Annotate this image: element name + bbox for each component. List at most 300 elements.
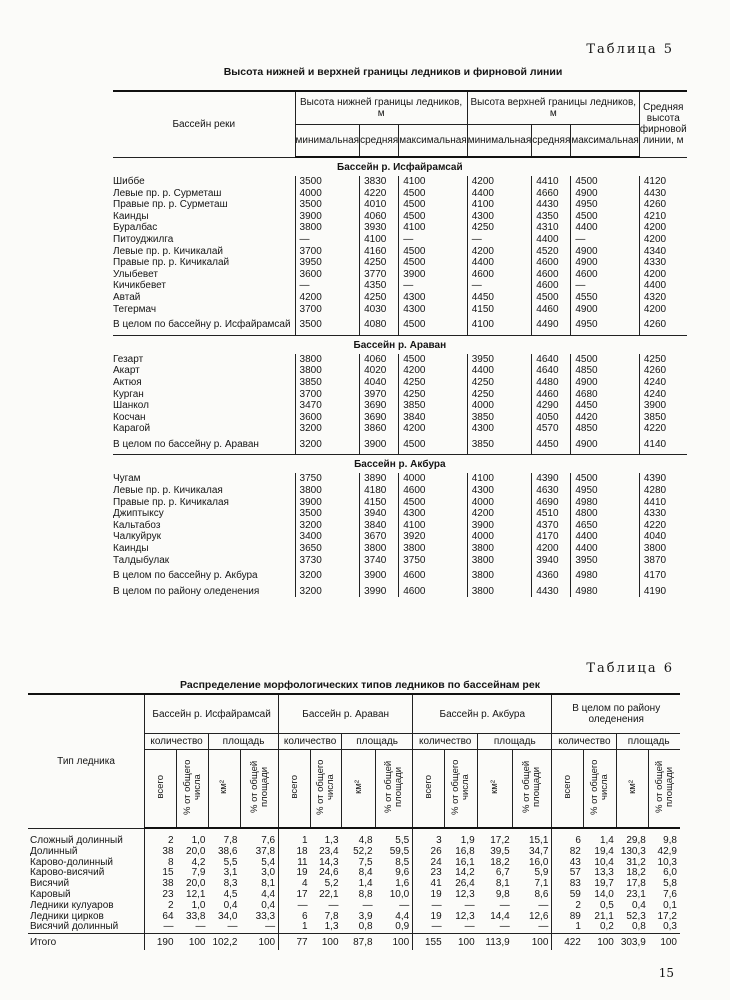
table-cell: 1,3 [324, 921, 339, 933]
table-cell: 38 [145, 847, 177, 858]
table-cell: 3200 [295, 570, 360, 582]
table-cell: 4360 [532, 570, 571, 582]
table-cell: 1 [279, 922, 311, 933]
table6-body [28, 828, 680, 950]
table6-header-area: площадь [617, 734, 680, 750]
table5 [113, 90, 687, 597]
table5-header-mid: средняя [532, 125, 571, 158]
table-row [28, 868, 680, 879]
table-cell: 1,9 [460, 835, 475, 846]
table-cell: 10,3 [657, 856, 677, 868]
table-cell: 4430 [532, 199, 571, 211]
table-cell: 3800 [360, 543, 399, 555]
table-cell: 4500 [399, 246, 468, 258]
table-cell: 4370 [532, 520, 571, 532]
table-cell: 3200 [295, 520, 360, 532]
table-cell: 3800 [295, 354, 360, 366]
table-cell: 4460 [532, 304, 571, 316]
table-row [113, 586, 687, 598]
table-row [28, 901, 680, 912]
table5-header-lower: Высота нижней границы ледников, м [295, 91, 467, 125]
table-cell: 3850 [399, 400, 468, 412]
table-cell: 18,2 [626, 867, 646, 879]
table-row [113, 543, 687, 555]
table-cell: 3800 [295, 485, 360, 497]
basin-name: Шиббе [113, 176, 145, 187]
table-cell: 3940 [532, 555, 571, 567]
table-cell: 4030 [360, 304, 399, 316]
table-cell: 7,5 [358, 856, 373, 868]
table-cell: 3,0 [261, 867, 276, 879]
table-cell: 4330 [639, 257, 686, 269]
table-cell: 3950 [467, 354, 532, 366]
table-cell: 4040 [360, 377, 399, 389]
table-cell: 3860 [360, 423, 399, 435]
table-cell: 4010 [360, 199, 399, 211]
table-row [28, 890, 680, 901]
table-cell: 4350 [360, 280, 399, 292]
table-cell: 4390 [532, 473, 571, 485]
table-cell: 4450 [571, 400, 640, 412]
table-cell: 4980 [571, 497, 640, 509]
table-cell: 4500 [532, 292, 571, 304]
table-cell: 6 [279, 912, 311, 923]
table-cell: 4200 [639, 269, 686, 281]
table-cell: — [279, 901, 311, 912]
table-cell: 82 [552, 847, 584, 858]
table-cell: 4950 [571, 199, 640, 211]
table-cell: 5,5 [395, 835, 410, 846]
basin-name: Актюя [113, 376, 142, 388]
table-cell: 24 [413, 858, 445, 869]
table-cell: 8,4 [358, 867, 373, 879]
basin-name: Левые пр. р. Кичикалай [113, 245, 223, 257]
table-row [113, 508, 687, 520]
table-cell: 4100 [467, 199, 532, 211]
table-cell: 12,1 [186, 888, 206, 900]
table-cell: 4600 [399, 485, 468, 497]
table-cell: 4000 [467, 531, 532, 543]
table-cell: 4240 [639, 377, 686, 389]
basin-name: Улыбевет [113, 268, 158, 280]
table-cell: 4200 [639, 304, 686, 316]
table6-subheader-pct-area: % от общей площади [248, 760, 270, 814]
table-cell: 3470 [295, 400, 360, 412]
table6-header-count: количество [552, 734, 617, 750]
table-row [113, 485, 687, 497]
table-cell: 4450 [532, 439, 571, 451]
table-cell: 12,6 [528, 910, 549, 922]
table-cell: 34,7 [528, 845, 549, 857]
table-cell: 4900 [571, 439, 640, 451]
table-cell: 4420 [571, 412, 640, 424]
table6-header [28, 694, 680, 828]
table-cell: 1,0 [191, 835, 206, 846]
glacier-type: Висячий долинный [30, 921, 119, 933]
table-cell: 14,4 [490, 910, 510, 922]
table5-header-mid: средняя [360, 125, 399, 158]
table-cell: 4430 [639, 188, 686, 200]
table-cell: 52,2 [353, 845, 373, 857]
table-cell: 4100 [399, 520, 468, 532]
table-cell: 4600 [532, 269, 571, 281]
table-cell: 59 [552, 890, 584, 901]
table-cell: 4080 [360, 319, 399, 331]
table-cell: 33,8 [186, 910, 206, 922]
table-cell: 87,8 [342, 934, 376, 951]
table-cell: 4500 [571, 211, 640, 223]
table-row [28, 858, 680, 869]
table-cell: 4900 [571, 304, 640, 316]
table6-header-group: Бассейн р. Акбура [413, 694, 552, 734]
table-cell: 4400 [467, 188, 532, 200]
table6-header-count: количество [413, 734, 478, 750]
table-cell: 38,6 [218, 845, 238, 857]
table-cell: 4350 [532, 211, 571, 223]
table6-subheader-km2: км² [489, 780, 501, 794]
table-cell: 2 [145, 901, 177, 912]
table-cell: 3950 [295, 257, 360, 269]
table-cell: 20,0 [186, 878, 206, 890]
basin-name: Джиптыксу [113, 508, 164, 520]
table-cell: 3900 [639, 400, 686, 412]
table-cell: — [195, 921, 206, 933]
table-cell: 23 [413, 868, 445, 879]
table-row [113, 423, 687, 435]
section-title: Бассейн р. Исфайрамсай [337, 162, 463, 173]
table-cell: 4300 [467, 485, 532, 497]
table-cell: 4040 [639, 531, 686, 543]
table-cell: 3900 [295, 211, 360, 223]
table-cell: 4500 [399, 497, 468, 509]
table-cell: 4600 [399, 570, 468, 582]
glacier-type: Карово-висячий [30, 867, 105, 879]
table-cell: 14,0 [594, 888, 614, 900]
table-cell: 23,4 [319, 845, 339, 857]
table-cell: 4200 [467, 508, 532, 520]
table-cell: 4300 [399, 508, 468, 520]
table-cell: 4520 [532, 246, 571, 258]
table-row [113, 222, 687, 234]
glacier-type: Каровый [30, 888, 71, 900]
table-cell: 7,9 [191, 867, 206, 879]
table-cell: 4490 [532, 319, 571, 331]
basin-name: Чалкуйрук [113, 531, 161, 543]
table-cell: 3800 [295, 222, 360, 234]
table-cell: — [571, 234, 640, 246]
table-cell: 3850 [639, 412, 686, 424]
table-cell: 3400 [295, 531, 360, 543]
table-cell: 4200 [532, 543, 571, 555]
table-cell: 100 [445, 934, 478, 951]
table6-subheader-pct-count: % от общего числа [315, 759, 337, 815]
table-cell: 3850 [295, 377, 360, 389]
table-cell: 4500 [399, 319, 468, 331]
basin-name: Буралбас [113, 222, 158, 234]
table-cell: 4800 [571, 508, 640, 520]
table-cell: 3740 [360, 555, 399, 567]
table-cell: 5,8 [663, 878, 677, 890]
table-row [113, 319, 687, 331]
table-row [113, 188, 687, 200]
table-cell: 14,3 [319, 856, 339, 868]
table-cell: 9,6 [395, 867, 410, 879]
table-cell: 4300 [399, 292, 468, 304]
table-cell: — [499, 899, 510, 911]
glacier-type: Карово-долинный [30, 856, 114, 868]
table-row [28, 847, 680, 858]
table6-label: Таблица 6 [586, 661, 674, 676]
table-cell: 100 [311, 934, 342, 951]
table-cell: 4250 [639, 354, 686, 366]
table-row [113, 439, 687, 451]
table-cell: 3800 [295, 365, 360, 377]
table6-header-group: В целом по району оледенения [552, 694, 680, 734]
table-cell: 1,4 [358, 878, 373, 890]
table-cell: — [362, 899, 373, 911]
table-cell: 4400 [639, 280, 686, 292]
table-cell: 0,4 [223, 899, 238, 911]
table-cell: 4250 [467, 389, 532, 401]
table-cell: 4220 [639, 520, 686, 532]
table-cell: 8,6 [534, 888, 549, 900]
table-row [113, 211, 687, 223]
table-cell: 17 [279, 890, 311, 901]
table-cell: 4400 [532, 234, 571, 246]
basin-name: Каинды [113, 543, 149, 555]
table-cell: 7,8 [223, 835, 238, 846]
table-cell: 4980 [571, 570, 640, 582]
table-cell: 190 [145, 934, 177, 951]
table-cell: — [145, 922, 177, 933]
table-cell: 12,3 [455, 910, 475, 922]
table-cell: — [467, 280, 532, 292]
table-cell: 3840 [399, 412, 468, 424]
table-cell: 3950 [571, 555, 640, 567]
table-row [28, 879, 680, 890]
basin-name: В целом по бассейну р. Акбура [113, 570, 258, 582]
table-cell: 3900 [295, 497, 360, 509]
table-cell: 4000 [295, 188, 360, 200]
table-cell: 155 [413, 934, 445, 951]
table-cell: 77 [279, 934, 311, 951]
table-cell: 100 [513, 934, 552, 951]
table-cell: 4170 [532, 531, 571, 543]
table-cell: — [464, 921, 475, 933]
table5-header-min: минимальная [295, 125, 360, 158]
table-cell: 8,1 [261, 878, 276, 890]
table-cell: 4950 [571, 319, 640, 331]
table-cell: 3700 [295, 389, 360, 401]
table-cell: 4400 [571, 543, 640, 555]
table-cell: 9,8 [663, 835, 677, 846]
basin-name: Талдыбулак [113, 554, 170, 566]
table-cell: 4060 [360, 211, 399, 223]
table-cell: 43 [552, 858, 584, 869]
table-cell: 3840 [360, 520, 399, 532]
table-cell: 100 [376, 934, 413, 951]
table-cell: 59,5 [389, 845, 410, 857]
table-cell: 4240 [639, 389, 686, 401]
table6-subheader-pct-count: % от общего числа [450, 759, 472, 815]
table-cell: 4 [279, 879, 311, 890]
table-cell: 3500 [295, 199, 360, 211]
table-cell: 4300 [467, 423, 532, 435]
table-cell: 3900 [360, 570, 399, 582]
table-cell: 4310 [532, 222, 571, 234]
basin-name: Правые пр. р. Кичикалай [113, 257, 230, 269]
table-cell: 4190 [639, 586, 686, 598]
table5-header-min: минимальная [467, 125, 532, 158]
table6-title: Распределение морфологических типов ледников по бассейнам рек [180, 679, 540, 691]
table5-header-max: максимальная [571, 125, 640, 158]
table-cell: 2 [145, 836, 177, 847]
table-cell: 34,0 [218, 910, 238, 922]
table-cell: — [295, 234, 360, 246]
table-cell: 4250 [399, 377, 468, 389]
table6-subheader-all: всего [154, 775, 166, 799]
table-cell: 3650 [295, 543, 360, 555]
basin-name: Автай [113, 291, 141, 303]
table-cell: 8,1 [495, 878, 510, 890]
table-row [28, 934, 680, 951]
glacier-type: Ледники кулуаров [30, 899, 114, 911]
table-cell: 10,0 [389, 888, 410, 900]
table-cell: 3730 [295, 555, 360, 567]
table-cell: 4400 [571, 531, 640, 543]
table5-header-max: максимальная [399, 125, 468, 158]
table-cell: — [328, 899, 339, 911]
table-cell: 4510 [532, 508, 571, 520]
table-cell: 0,1 [663, 899, 677, 911]
page-number: 15 [658, 966, 674, 980]
table-cell: 17,8 [626, 878, 646, 890]
table-cell: 89 [552, 912, 584, 923]
table-cell: 4550 [571, 292, 640, 304]
table-cell: 4690 [532, 497, 571, 509]
table-cell: 4600 [532, 280, 571, 292]
table-cell: 4020 [360, 365, 399, 377]
table6-header-group: Бассейн р. Исфайрамсай [145, 694, 279, 734]
table-cell: — [399, 234, 468, 246]
table-cell: 4850 [571, 365, 640, 377]
table6-header-count: количество [145, 734, 209, 750]
basin-name: Карагой [113, 423, 151, 435]
table-cell: 4300 [399, 304, 468, 316]
table-cell: 4630 [532, 485, 571, 497]
table-cell: 4100 [360, 234, 399, 246]
table-cell: 4400 [467, 365, 532, 377]
table-cell: 4140 [639, 439, 686, 451]
table-row [113, 570, 687, 582]
table-cell: 7,8 [324, 910, 339, 922]
table-cell: 13,3 [594, 867, 614, 879]
table-cell: 4,2 [191, 856, 206, 868]
table-cell: 4210 [639, 211, 686, 223]
table-cell: 16,1 [455, 856, 475, 868]
table-cell: 4220 [360, 188, 399, 200]
table-cell: 4200 [467, 246, 532, 258]
basin-name: Гезарт [113, 353, 144, 365]
table-cell: 0,8 [358, 921, 373, 933]
table-cell: 3890 [360, 473, 399, 485]
table-cell: 0,5 [599, 899, 614, 911]
table-cell: 4650 [571, 520, 640, 532]
table-cell: 4200 [639, 234, 686, 246]
section-title: Бассейн р. Акбура [354, 459, 446, 471]
table5-body [113, 157, 687, 597]
table-cell: 18 [279, 847, 311, 858]
table-cell: 3600 [295, 412, 360, 424]
table-cell: 26,4 [455, 878, 475, 890]
table-cell: 17,2 [490, 835, 510, 846]
table-cell: 19 [413, 912, 445, 923]
table-cell: — [538, 899, 549, 911]
table-cell: — [265, 921, 276, 933]
table6-header-area: площадь [478, 734, 552, 750]
table-cell: 8,3 [223, 878, 238, 890]
table-cell: 19 [413, 890, 445, 901]
table-cell: 3800 [467, 586, 532, 598]
table-cell: 8,8 [358, 888, 373, 900]
table-cell: 5,9 [534, 867, 549, 879]
table-cell: 3670 [360, 531, 399, 543]
table-cell: 4500 [399, 188, 468, 200]
table-cell: 3940 [360, 508, 399, 520]
table-row [113, 269, 687, 281]
table-cell: 3770 [360, 269, 399, 281]
table-cell: 4220 [639, 423, 686, 435]
table-cell: 21,1 [594, 910, 614, 922]
table6-subheader-all: всего [422, 775, 434, 799]
table-cell: 4260 [639, 365, 686, 377]
table-cell: 3500 [295, 508, 360, 520]
basin-name: Левые пр. р. Сурметаш [113, 187, 222, 199]
table-cell: 3,9 [358, 910, 373, 922]
table-cell: 2 [552, 901, 584, 912]
table-cell: 1,6 [395, 878, 410, 890]
table-cell: 8,5 [395, 856, 410, 868]
table-cell: 4950 [571, 485, 640, 497]
table-row [113, 377, 687, 389]
table6-header-type: Тип ледника [28, 694, 145, 828]
table-cell: 3850 [467, 439, 532, 451]
table-cell: 3200 [295, 439, 360, 451]
table-cell: 4150 [360, 497, 399, 509]
table-cell: 16,8 [455, 845, 475, 857]
table-row [113, 257, 687, 269]
table-cell: 4250 [467, 377, 532, 389]
table-cell: 3870 [639, 555, 686, 567]
table-cell: 100 [584, 934, 617, 951]
table-cell: — [399, 899, 410, 911]
table-cell: 4170 [639, 570, 686, 582]
table-cell: 100 [240, 934, 278, 951]
table-cell: 3830 [360, 176, 399, 188]
table-cell: 4660 [532, 188, 571, 200]
table-cell: 4180 [360, 485, 399, 497]
table6-subheader-km2: км² [352, 780, 364, 794]
table6-subheader-km2: км² [218, 780, 230, 794]
table-row [113, 199, 687, 211]
table-cell: 130,3 [620, 845, 646, 857]
basin-name: В целом по бассейну р. Араван [113, 438, 259, 450]
table-cell: 113,9 [478, 934, 513, 951]
table-cell: 4400 [571, 222, 640, 234]
table-cell: 15 [145, 868, 177, 879]
table-cell: 3500 [295, 176, 360, 188]
glacier-type: Висячий [30, 878, 70, 890]
